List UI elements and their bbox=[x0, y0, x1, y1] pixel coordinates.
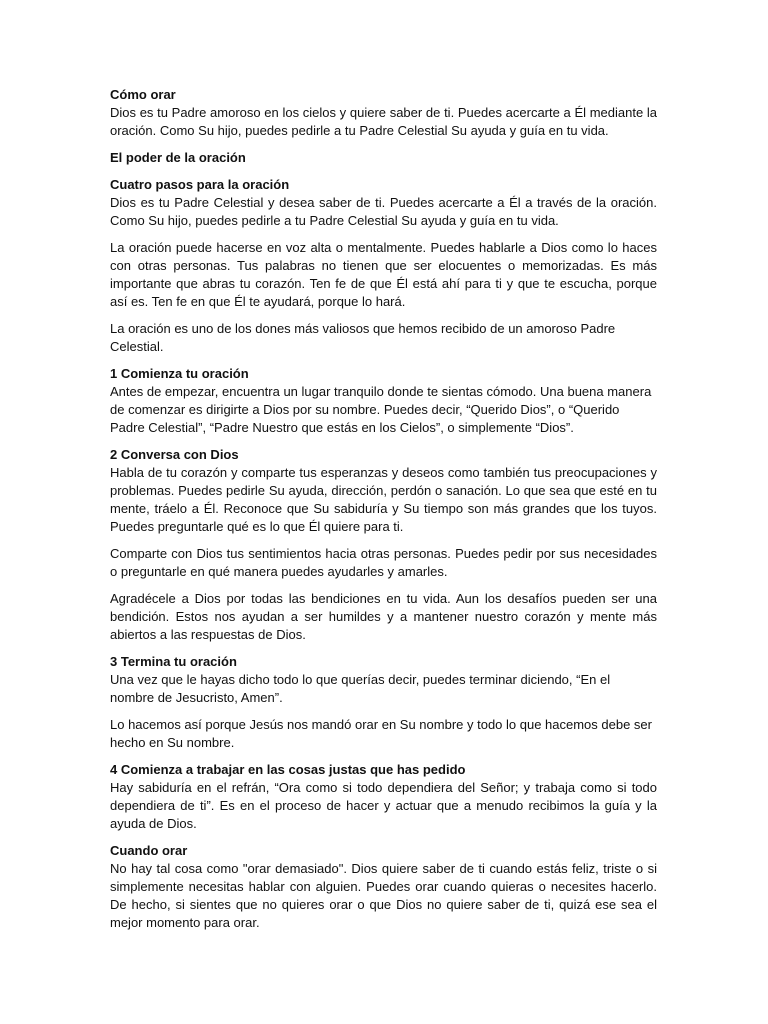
section-paso-4 bbox=[110, 761, 657, 833]
paragraph-dones bbox=[110, 320, 657, 356]
section-poder bbox=[110, 149, 657, 167]
section-heading: Cuatro pasos para la oración bbox=[110, 177, 290, 192]
section-paso-2 bbox=[110, 446, 657, 536]
document-page bbox=[110, 86, 657, 941]
paragraph: Una vez que le hayas dicho todo lo que querías decir, puedes terminar diciendo, “En el nombre de Jesucristo, Amen”. bbox=[110, 672, 611, 705]
section-heading: 2 Conversa con Dios bbox=[110, 447, 239, 462]
paragraph: Hay sabiduría en el refrán, “Ora como si todo dependiera del Señor; y trabaja como si todo dependiera de ti”. Es en el proceso de hacer y actuar que a menudo recibimos la guía y la ayuda de Dios. bbox=[110, 780, 657, 831]
section-heading: Cómo orar bbox=[110, 87, 176, 102]
paragraph-sentimientos bbox=[110, 545, 657, 581]
section-cuatro-pasos bbox=[110, 176, 657, 230]
paragraph: La oración es uno de los dones más valiosos que hemos recibido de un amoroso Padre Celestial. bbox=[110, 321, 616, 354]
section-paso-1 bbox=[110, 365, 657, 437]
paragraph: Comparte con Dios tus sentimientos hacia otras personas. Puedes pedir por sus necesidades o preguntarle en qué manera puedes ayudarles y amarles. bbox=[110, 546, 657, 579]
section-paso-3 bbox=[110, 653, 657, 707]
paragraph-voz-alta bbox=[110, 239, 657, 311]
section-heading: 4 Comienza a trabajar en las cosas justas que has pedido bbox=[110, 762, 466, 777]
section-heading: Cuando orar bbox=[110, 843, 188, 858]
paragraph: Lo hacemos así porque Jesús nos mandó orar en Su nombre y todo lo que hacemos debe ser hecho en Su nombre. bbox=[110, 717, 652, 750]
paragraph-hacemos bbox=[110, 716, 657, 752]
paragraph: Habla de tu corazón y comparte tus esperanzas y deseos como también tus preocupaciones y problemas. Puedes pedirle Su ayuda, dirección, perdón o sanación. Lo que sea que esté en tu mente, tráelo a Él. Reconoce que Su sabiduría y Su tiempo son más grandes que los tuyos. Puedes preguntarle qué es lo que Él quiere para ti. bbox=[110, 465, 657, 534]
paragraph: Dios es tu Padre Celestial y desea saber de ti. Puedes acercarte a Él a través de la oración. Como Su hijo, puedes pedirle a tu Padre Celestial Su ayuda y guía en tu vida. bbox=[110, 195, 657, 228]
paragraph: No hay tal cosa como "orar demasiado". Dios quiere saber de ti cuando estás feliz, triste o si simplemente necesitas hablar con alguien. Puedes orar cuando quieras o necesites hacerlo. De hecho, si sientes que no quieres orar o que Dios no quiere saber de ti, quizá ese sea el mejor momento para orar. bbox=[110, 861, 657, 930]
paragraph: Dios es tu Padre amoroso en los cielos y quiere saber de ti. Puedes acercarte a Él mediante la oración. Como Su hijo, puedes pedirle a tu Padre Celestial Su ayuda y guía en tu vida. bbox=[110, 105, 657, 138]
section-heading: El poder de la oración bbox=[110, 150, 246, 165]
section-heading: 1 Comienza tu oración bbox=[110, 366, 249, 381]
paragraph: La oración puede hacerse en voz alta o mentalmente. Puedes hablarle a Dios como lo haces con otras personas. Tus palabras no tienen que ser elocuentes o memorizadas. Es más importante que abras tu corazón. Ten fe de que Él está ahí para ti y que te escucha, porque así es. Ten fe en que Él te ayudará, porque lo hará. bbox=[110, 240, 657, 309]
paragraph-agradecele bbox=[110, 590, 657, 644]
paragraph: Agradécele a Dios por todas las bendiciones en tu vida. Aun los desafíos pueden ser una bendición. Estos nos ayudan a ser humildes y a mantener nuestro corazón y mente más abiertos a las respuestas de Dios. bbox=[110, 591, 657, 642]
section-heading: 3 Termina tu oración bbox=[110, 654, 237, 669]
paragraph: Antes de empezar, encuentra un lugar tranquilo donde te sientas cómodo. Una buena manera de comenzar es dirigirte a Dios por su nombre. Puedes decir, “Querido Dios”, o “Querido Padre Celestial”, “Padre Nuestro que estás en los Cielos”, o simplemente “Dios”. bbox=[110, 384, 652, 435]
section-cuando-orar bbox=[110, 842, 657, 932]
section-como-orar bbox=[110, 86, 657, 140]
